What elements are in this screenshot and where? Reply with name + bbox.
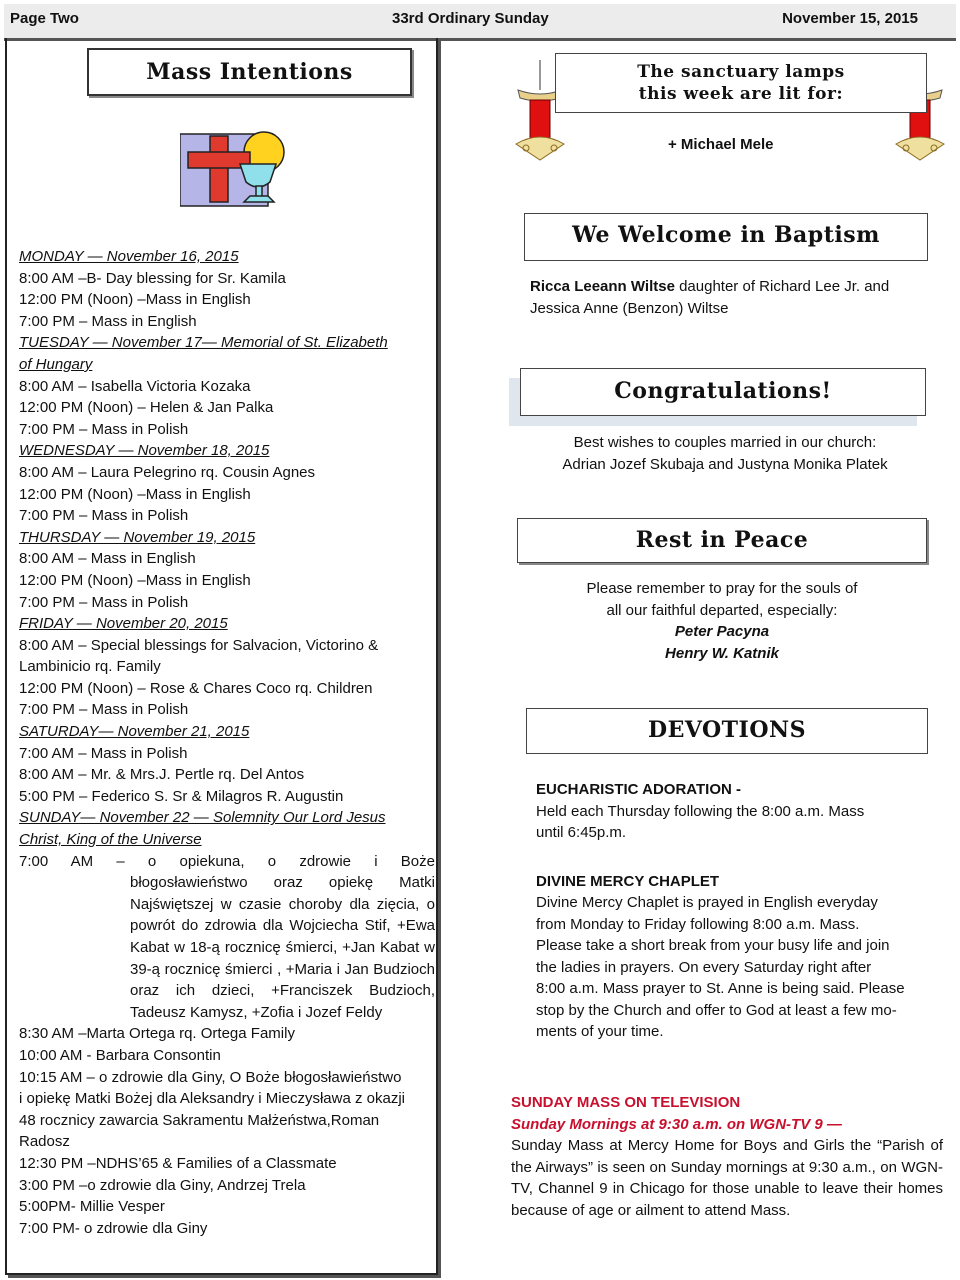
schedule-line: 7:00 PM – Mass in Polish [19, 701, 189, 719]
schedule-line: Radosz [19, 1133, 70, 1151]
rest-in-peace-text [517, 578, 927, 664]
schedule-line: 8:00 AM – Isabella Victoria Kozaka [19, 377, 251, 395]
sanctuary-lamps-name: + Michael Mele [668, 136, 774, 153]
rest-name-2: Henry W. Katnik [665, 644, 779, 662]
bulletin-title: 33rd Ordinary Sunday [392, 10, 549, 27]
congratulations-line1: Best wishes to couples married in our church: [573, 434, 877, 451]
schedule-line: Lambinicio rq. Family [19, 658, 161, 676]
schedule-line: TUESDAY — November 17— Memorial of St. Elizabeth [19, 334, 388, 352]
schedule-line: FRIDAY — November 20, 2015 [19, 615, 228, 633]
adoration-line2: until 6:45p.m. [536, 824, 627, 841]
baptism-line2: Jessica Anne (Benzon) Wiltse [530, 299, 729, 317]
tv-heading: SUNDAY MASS ON TELEVISION [511, 1094, 741, 1111]
congratulations-text [520, 432, 930, 475]
mass-schedule [19, 246, 435, 1239]
schedule-line: 5:00 PM – Federico S. Sr & Milagros R. Augustin [19, 787, 344, 805]
schedule-line: 12:00 PM (Noon) –Mass in English [19, 485, 251, 503]
schedule-line: Christ, King of the Universe [19, 831, 202, 849]
tv-subheading: Sunday Mornings at 9:30 a.m. on WGN-TV 9 — [511, 1115, 842, 1133]
schedule-line: MONDAY — November 16, 2015 [19, 248, 239, 265]
congratulations-line2: Adrian Jozef Skubaja and Justyna Monika Platek [562, 455, 888, 473]
rest-name-1: Peter Pacyna [674, 623, 770, 640]
tv-mass-section [511, 1092, 943, 1221]
schedule-line: 8:30 AM –Marta Ortega rq. Ortega Family [19, 1025, 295, 1043]
mercy-line: stop by the Church and offer to God at least a few mo- [536, 1001, 897, 1019]
schedule-line: SATURDAY— November 21, 2015 [19, 723, 250, 741]
schedule-line: WEDNESDAY — November 18, 2015 [19, 442, 270, 460]
schedule-line: 7:00 PM – Mass in Polish [19, 593, 189, 611]
schedule-line: 8:00 AM – Mass in English [19, 550, 196, 568]
schedule-line: 7:00 PM – Mass in English [19, 312, 197, 330]
schedule-line: 12:00 PM (Noon) –Mass in English [19, 571, 251, 589]
schedule-line: 7:00 PM – Mass in Polish [19, 507, 189, 525]
adoration-line1: Held each Thursday following the 8:00 a.m. Mass [536, 802, 865, 820]
mercy-line: Please take a short break from your busy life and join [536, 937, 890, 954]
schedule-line: SUNDAY— November 22 — Solemnity Our Lord Jesus [19, 809, 386, 827]
rest-in-peace-title: Rest in Peace [517, 518, 927, 563]
schedule-line: 12:30 PM –NDHS’65 & Families of a Classmate [19, 1154, 337, 1172]
schedule-line: 5:00PM- Millie Vesper [19, 1198, 165, 1216]
schedule-line: 12:00 PM (Noon) –Mass in English [19, 291, 251, 309]
cross-chalice-icon [180, 130, 290, 210]
mercy-line: Divine Mercy Chaplet is prayed in English everyday [536, 894, 878, 911]
tv-body: Sunday Mass at Mercy Home for Boys and Girls the “Parish of the Airways” is seen on Sunday mornings at 9:30 a.m., on WGN-TV, Channel 9 in Chicago for those unable to leave their homes because of age or ailment to attend Mass. [511, 1137, 943, 1219]
mercy-line: the ladies in prayers. On every Saturday right after [536, 958, 872, 976]
schedule-line: 3:00 PM –o zdrowie dla Giny, Andrzej Trela [19, 1176, 306, 1194]
schedule-line: 48 rocznicy zawarcia Sakramentu Małżeństwa,Roman [19, 1111, 380, 1129]
rest-line2: all our faithful departed, especially: [606, 601, 838, 619]
sanctuary-lamps-title-line2: this week are lit for: [638, 84, 844, 104]
mercy-heading: DIVINE MERCY CHAPLET [536, 872, 720, 890]
baptism-text [530, 276, 889, 319]
schedule-line: 7:00 PM- o zdrowie dla Giny [19, 1219, 208, 1237]
schedule-line: 12:00 PM (Noon) – Rose & Chares Coco rq. Children [19, 679, 373, 697]
schedule-line: 8:00 AM – Mr. & Mrs.J. Pertle rq. Del Antos [19, 766, 305, 784]
sanctuary-lamps-title [556, 61, 926, 105]
schedule-line: 12:00 PM (Noon) – Helen & Jan Palka [19, 399, 274, 417]
congratulations-title: Congratulations! [520, 368, 926, 416]
schedule-line: 8:00 AM – Laura Pelegrino rq. Cousin Agnes [19, 463, 316, 481]
schedule-line: 8:00 AM – Special blessings for Salvacion, Victorino & [19, 636, 379, 654]
schedule-line: 7:00 AM – o opiekuna, o zdrowie i Boże [19, 852, 435, 870]
rest-line1: Please remember to pray for the souls of [586, 580, 858, 597]
baptism-child-name: Ricca Leeann Wiltse [530, 278, 675, 295]
mercy-line: from Monday to Friday following 8:00 a.m. Mass. [536, 915, 860, 933]
baptism-line1: daughter of Richard Lee Jr. and [674, 278, 890, 295]
bulletin-date: November 15, 2015 [782, 10, 918, 27]
adoration-heading: EUCHARISTIC ADORATION - [536, 781, 741, 798]
mercy-body [536, 892, 928, 1043]
schedule-line: i opiekę Matki Bożej dla Aleksandry i Mieczysława z okazji [19, 1090, 405, 1108]
page-header [4, 4, 956, 41]
schedule-line: of Hungary [19, 355, 93, 373]
baptism-title: We Welcome in Baptism [524, 213, 928, 261]
mercy-line: ments of your time. [536, 1023, 664, 1040]
mass-intentions-title: Mass Intentions [87, 48, 412, 96]
sanctuary-lamps-title-line1: The sanctuary lamps [637, 62, 845, 82]
sanctuary-lamps-box [555, 53, 927, 113]
schedule-line: błogosławieństwo oraz opiekę Matki Najświętszej w czasie choroby dla zięcia, o powrót do zdrowia dla Wojciecha Stif, +Ewa Kabat w 18-ą rocznicę śmierci, +Jan Kabat w 39-ą rocznicę śmierci , +Maria i Jan Budzioch oraz ich dzieci, +Franciszek Budzioch, Tadeusz Kamysz, +Zofia i Jozef Feldy [130, 874, 435, 1021]
mercy-line: 8:00 a.m. Mass prayer to St. Anne is being said. Please [536, 980, 905, 997]
schedule-line: THURSDAY — November 19, 2015 [19, 528, 256, 546]
schedule-line: 8:00 AM –B- Day blessing for Sr. Kamila [19, 269, 286, 287]
page-number: Page Two [10, 10, 79, 27]
schedule-line: 10:00 AM - Barbara Consontin [19, 1046, 221, 1064]
schedule-line: 7:00 PM – Mass in Polish [19, 420, 189, 438]
schedule-line: 7:00 AM – Mass in Polish [19, 744, 188, 762]
schedule-line: 10:15 AM – o zdrowie dla Giny, O Boże błogosławieństwo [19, 1068, 402, 1086]
devotions-title: DEVOTIONS [526, 708, 928, 754]
devotions-text [536, 779, 928, 1043]
